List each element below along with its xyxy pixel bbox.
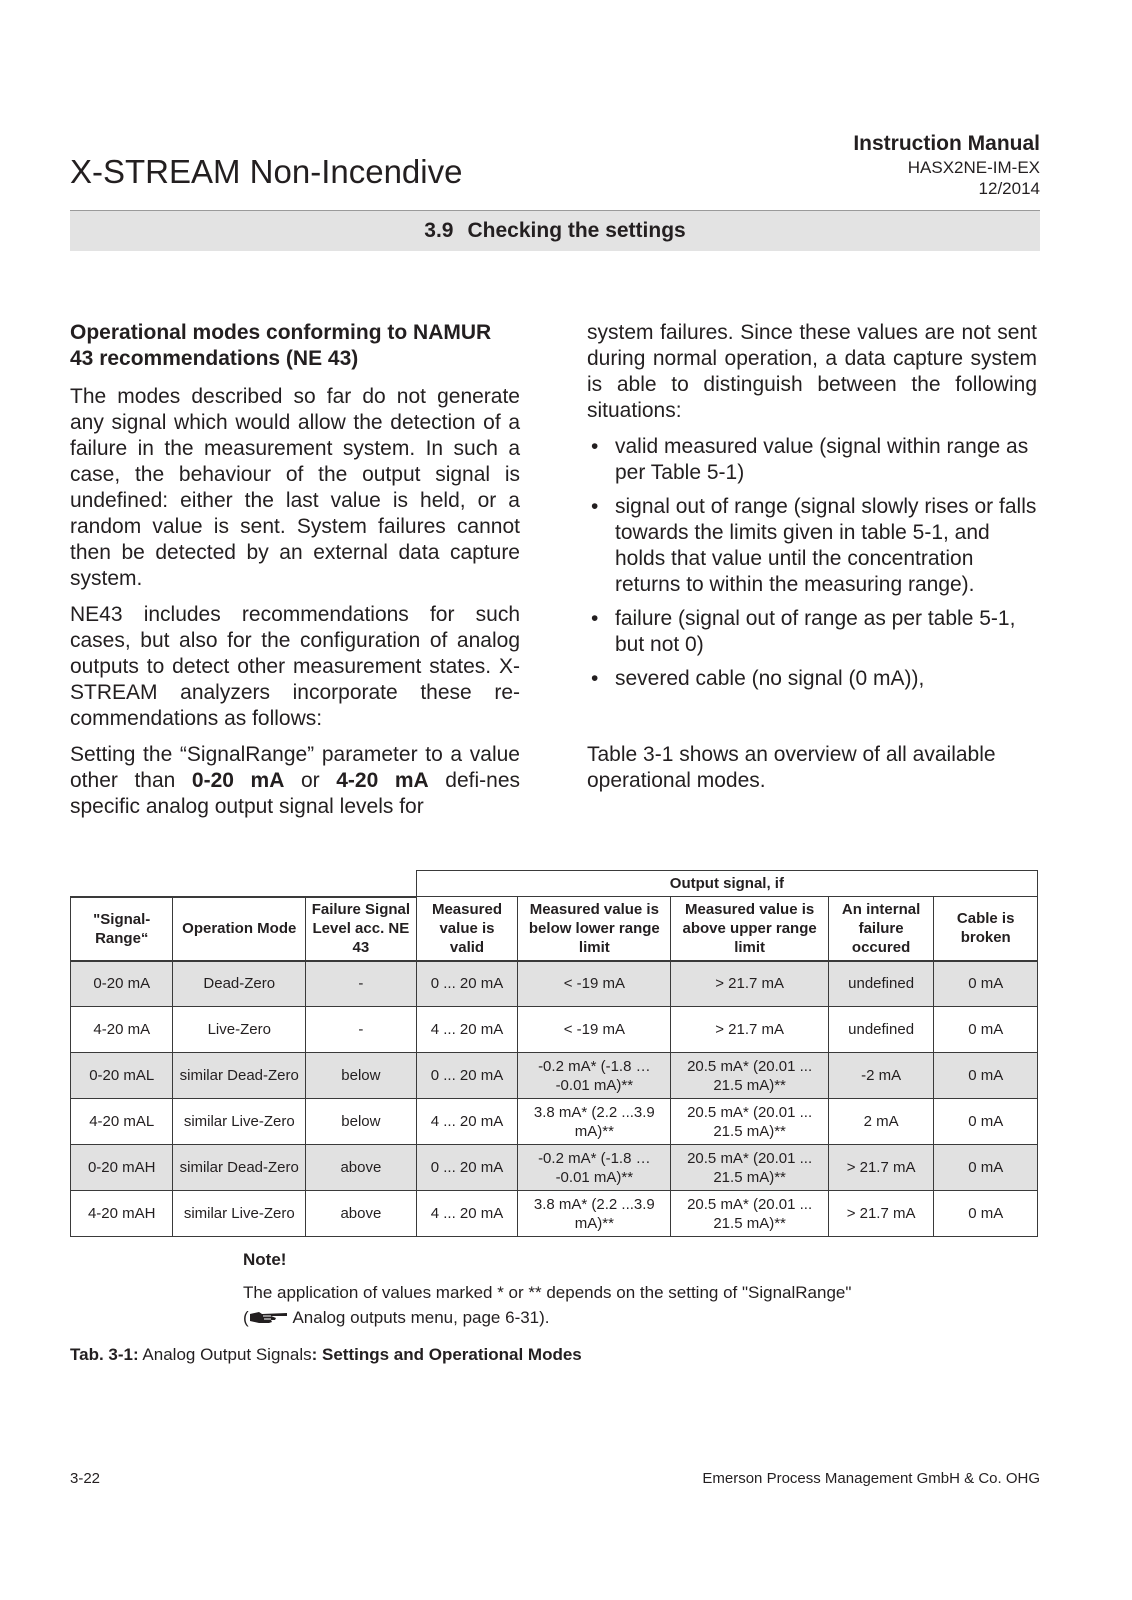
document-id: HASX2NE-IM-EX — [907, 158, 1040, 177]
table-cell: similar Dead-Zero — [173, 1053, 306, 1099]
caption-title: Analog Output Signals — [138, 1345, 312, 1364]
table-group-header-row — [71, 871, 1038, 897]
section-heading-bar — [70, 210, 1040, 251]
table-cell: 0 ... 20 mA — [416, 1053, 517, 1099]
header-info — [853, 131, 1040, 199]
table-cell: above — [306, 1191, 417, 1237]
table-cell: 0 mA — [934, 1099, 1038, 1145]
document-date: 12/2014 — [978, 179, 1040, 198]
section-title: Checking the settings — [467, 219, 686, 242]
table-cell: -2 mA — [828, 1053, 934, 1099]
left-column — [70, 320, 520, 830]
table-cell: 0 ... 20 mA — [416, 961, 517, 1007]
list-item: • valid measured value (signal within range as per Table 5-1) — [587, 434, 1037, 486]
table-row — [71, 1145, 1038, 1191]
note-box — [243, 1247, 851, 1330]
footer-company: Emerson Process Management GmbH & Co. OHG — [702, 1470, 1040, 1487]
table-cell: 20.5 mA* (20.01 ... 21.5 mA)** — [671, 1053, 828, 1099]
paragraph: The modes described so far do not generate any signal which would allow the detection of a failure in the measurement system. In such a case, the behaviour of the output signal is undefined: either the last value is held, or a random value is sent. System failures cannot then be detected by an external data capture system. — [70, 385, 520, 590]
table-cell: 2 mA — [828, 1099, 934, 1145]
table-cell: 0-20 mA — [71, 961, 173, 1007]
table-cell: 0-20 mAL — [71, 1053, 173, 1099]
column-header: An internal failure occured — [828, 897, 934, 961]
list-item: • severed cable (no signal (0 mA)), — [587, 666, 1037, 692]
column-header: Measured value is below lower range limit — [518, 897, 671, 961]
bold-text: 0-20 mA — [191, 769, 285, 792]
list-item: • failure (signal out of range as per table 5-1, but not 0) — [587, 606, 1037, 658]
document-title: X-STREAM Non-Incendive — [70, 153, 463, 190]
paragraph: NE43 includes recommendations for such cases, but also for the configuration of analog outputs to detect other measurement states. X-STREAM analyzers incorporate these re-commendations as follows: — [70, 603, 520, 730]
text-run: defi-nes specific analog output signal levels for — [70, 769, 521, 818]
table-cell: undefined — [828, 1007, 934, 1053]
page-number: 3-22 — [70, 1470, 101, 1487]
caption-bold: : Settings and Operational Modes — [311, 1345, 582, 1364]
caption-label: Tab. 3-1: — [70, 1345, 139, 1364]
table-header-row — [71, 897, 1038, 961]
table-cell: - — [306, 1007, 417, 1053]
table-cell: - — [306, 961, 417, 1007]
table-cell: similar Dead-Zero — [173, 1145, 306, 1191]
table-cell: 0 mA — [934, 1191, 1038, 1237]
table-cell: 4-20 mAH — [71, 1191, 173, 1237]
table-cell: 20.5 mA* (20.01 ... 21.5 mA)** — [671, 1191, 828, 1237]
table-cell: 0 mA — [934, 1145, 1038, 1191]
table-cell: below — [306, 1099, 417, 1145]
bold-text: 4-20 mA — [336, 769, 429, 792]
analog-output-signals-table — [70, 870, 1038, 1237]
text-run: Setting the “SignalRange” parameter to a value other than — [70, 743, 520, 792]
table-cell: Dead-Zero — [173, 961, 306, 1007]
table-cell: Live-Zero — [173, 1007, 306, 1053]
table-cell: similar Live-Zero — [173, 1099, 306, 1145]
table-caption — [70, 1345, 582, 1365]
note-reference — [243, 1305, 851, 1330]
table-cell: 4 ... 20 mA — [416, 1099, 517, 1145]
note-paren: ( — [243, 1308, 249, 1327]
table-cell: -0.2 mA* (-1.8 … -0.01 mA)** — [518, 1053, 671, 1099]
bullet-list — [587, 434, 1037, 692]
table-cell: 20.5 mA* (20.01 ... 21.5 mA)** — [671, 1145, 828, 1191]
table-cell: 4-20 mAL — [71, 1099, 173, 1145]
table-row — [71, 1007, 1038, 1053]
note-link-text[interactable]: Analog outputs menu, page 6-31). — [288, 1308, 550, 1327]
table-cell: > 21.7 mA — [671, 961, 828, 1007]
column-header: Measured value is valid — [416, 897, 517, 961]
paragraph — [70, 742, 520, 820]
table-cell: 0 mA — [934, 961, 1038, 1007]
table-row — [71, 1099, 1038, 1145]
manual-label: Instruction Manual — [853, 132, 1040, 155]
table-row — [71, 1191, 1038, 1237]
paragraph: Table 3-1 shows an overview of all available operational modes. — [587, 743, 996, 792]
table-cell: > 21.7 mA — [828, 1145, 934, 1191]
section-number: 3.9 — [424, 219, 454, 242]
table-cell: similar Live-Zero — [173, 1191, 306, 1237]
column-header: "Signal-Range“ — [71, 897, 173, 961]
table-row — [71, 961, 1038, 1007]
table-cell: < -19 mA — [518, 961, 671, 1007]
list-item: • signal out of range (signal slowly rises or falls towards the limits given in table 5-1, and holds that value until the concentration returns to within the measuring range). — [587, 494, 1037, 598]
table-row — [71, 1053, 1038, 1099]
table-cell: 0-20 mAH — [71, 1145, 173, 1191]
table-cell: above — [306, 1145, 417, 1191]
column-header: Failure Signal Level acc. NE 43 — [306, 897, 417, 961]
table-cell: > 21.7 mA — [828, 1191, 934, 1237]
table-cell: undefined — [828, 961, 934, 1007]
table-cell: 4 ... 20 mA — [416, 1191, 517, 1237]
note-text: The application of values marked * or ** depends on the setting of "SignalRange" — [243, 1283, 852, 1302]
note-title: Note! — [243, 1250, 287, 1269]
table-cell: < -19 mA — [518, 1007, 671, 1053]
table-cell: 0 mA — [934, 1053, 1038, 1099]
table-cell: 4-20 mA — [71, 1007, 173, 1053]
table-cell: 0 ... 20 mA — [416, 1145, 517, 1191]
table-cell: > 21.7 mA — [671, 1007, 828, 1053]
table-cell: 0 mA — [934, 1007, 1038, 1053]
pointing-hand-icon — [249, 1308, 289, 1325]
right-column — [587, 320, 1037, 804]
table-cell: -0.2 mA* (-1.8 … -0.01 mA)** — [518, 1145, 671, 1191]
table-cell: 20.5 mA* (20.01 ... 21.5 mA)** — [671, 1099, 828, 1145]
table-cell: 3.8 mA* (2.2 ...3.9 mA)** — [518, 1191, 671, 1237]
column-header: Cable is broken — [934, 897, 1038, 961]
text-run: or — [284, 769, 337, 792]
paragraph: system failures. Since these values are not sent during normal operation, a data capture system is able to distinguish between the following situations: — [587, 321, 1037, 422]
column-header: Operation Mode — [173, 897, 306, 961]
subsection-heading: Operational modes conforming to NAMUR 43 recommendations (NE 43) — [70, 321, 492, 370]
column-header: Measured value is above upper range limit — [671, 897, 828, 961]
group-header: Output signal, if — [416, 871, 1037, 897]
table-cell: 4 ... 20 mA — [416, 1007, 517, 1053]
table-cell: 3.8 mA* (2.2 ...3.9 mA)** — [518, 1099, 671, 1145]
table-cell: below — [306, 1053, 417, 1099]
